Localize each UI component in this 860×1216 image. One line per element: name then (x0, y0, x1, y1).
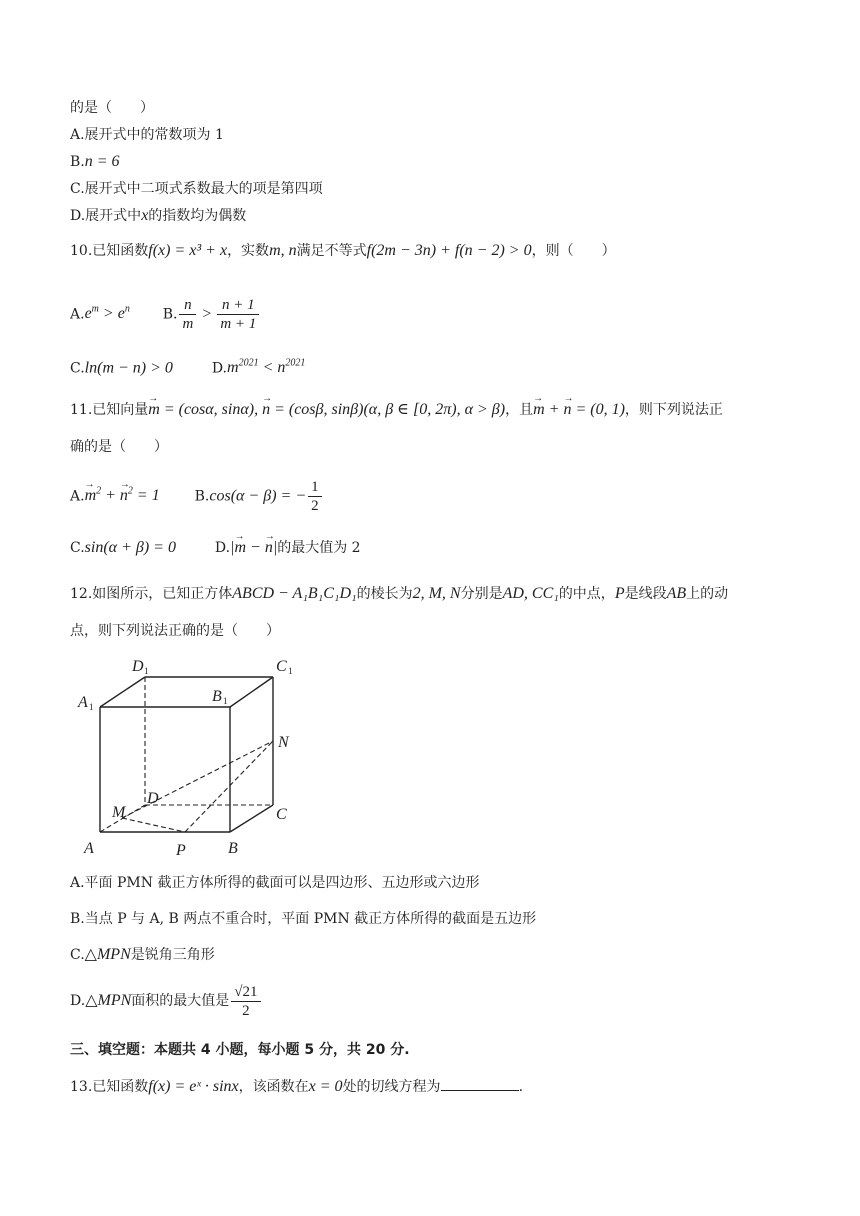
edge-b1-c1 (230, 677, 273, 707)
q9-option-d: D.展开式中x的指数均为偶数 (70, 207, 247, 224)
label-p: P (176, 842, 186, 859)
q11-option-d-math: |→ m − → n| (230, 539, 277, 556)
q12-stem: 12.如图所示，已知正方体ABCD − A₁B₁C₁D₁的棱长为2, M, N分别是AD, CC₁的中点，P是线段AB上的动 (70, 585, 729, 602)
q9-stem-tail: 的是（ ） (70, 100, 154, 116)
q9-option-a: A.展开式中的常数项为 1 (70, 127, 224, 143)
q11-option-a-math: → $m^2$ + → $n^2 = 1$ (85, 487, 160, 504)
q10-option-b-frac-left: $\frac{n}{m}$ (179, 296, 196, 333)
q10-option-d-math: $m^{2021} < n^{2021}$ (227, 358, 306, 377)
q12-option-d: D.△MPN面积的最大值是 $\frac{√21}{2}$ (70, 980, 263, 1022)
label-m: M (112, 804, 126, 821)
label-a: A (84, 840, 94, 857)
edge-b-c (230, 805, 273, 832)
svg-text:1: 1 (89, 702, 94, 712)
q11-condition: → m + → n = (0, 1) (533, 401, 625, 418)
q11-vectors: → m = (cosα, sinα), → n = (cosβ, sinβ)(α, β ∈ [0, 2π), α > β) (148, 401, 505, 418)
label-c1: C (276, 658, 287, 675)
q13-stem: 13.已知函数f(x) = eˣ · sinx，该函数在x = 0处的切线方程为 . (70, 1078, 524, 1095)
q12-option-a: A.平面 PMN 截正方体所得的截面可以是四边形、五边形或六边形 (70, 875, 480, 891)
q9-option-b-math: n = 6 (84, 153, 120, 170)
q11-stem-line2: 确的是（ ） (70, 439, 168, 455)
svg-text:1: 1 (288, 666, 293, 676)
q12-option-b: B.当点 P 与 A, B 两点不重合时，平面 PMN 截正方体所得的截面是五边形 (70, 911, 537, 927)
label-n: N (278, 734, 289, 751)
q11-options-cd: C.sin(α + β) = 0 D.|→ m − → n|的最大值为 2 (70, 538, 361, 558)
label-c: C (276, 806, 287, 823)
q10-inequality: f(2m − 3n) + f(n − 2) > 0 (366, 242, 532, 259)
q10-option-a-math: $e^m > e^n$ (84, 304, 130, 323)
q12-cube-name: ABCD − A₁B₁C₁D₁ (232, 585, 357, 602)
label-b1: B (212, 688, 222, 705)
q11-option-b-frac: $\frac{1}{2}$ (308, 478, 322, 515)
q11-option-b-math: cos(α − β) = − (209, 487, 307, 505)
q9-option-b: B.n = 6 (70, 153, 120, 170)
q10-option-b-frac-right: $\frac{n + 1}{m + 1}$ (217, 296, 259, 333)
q10-stem: 10.已知函数f(x) = x³ + x，实数m, n满足不等式f(2m − 3n) + f(n − 2) > 0，则（ ） (70, 242, 616, 259)
edge-a1-d1 (100, 677, 145, 707)
q11-stem: 11.已知向量→ m = (cosα, sinα), → n = (cosβ, sinβ)(α, β ∈ [0, 2π), α > β)，且→ m + → n = (0, 1)，则下列说法正 (70, 400, 723, 420)
label-b: B (228, 840, 238, 857)
q12-option-c: C.△MPN是锐角三角形 (70, 946, 215, 963)
segment-p-n (185, 741, 273, 832)
q11-option-c-math: sin(α + β) = 0 (84, 539, 176, 556)
section-heading: 三、填空题：本题共 4 小题，每小题 5 分，共 20 分. (70, 1042, 410, 1058)
label-d: D (147, 790, 159, 807)
cube-figure (70, 655, 300, 860)
q10-options-cd: C.ln(m − n) > 0 $D.m^{2021} < n^{2021}$ (70, 358, 306, 377)
q10-option-c-math: ln(m − n) > 0 (84, 359, 173, 377)
q11-options-ab: $A.\to m^2$ + → $n^2 = 1$ B.cos(α − β) = − $\frac{1}{2}$ (70, 472, 324, 516)
q12-stem-line2: 点，则下列说法正确的是（ ） (70, 623, 280, 639)
q13-func: f(x) = eˣ · sinx (148, 1078, 239, 1095)
q10-func: f(x) = x³ + x (148, 242, 228, 259)
q10-options-ab: $A.e^m > e^n$ B. $\frac{n}{m}$ > $\frac{n + 1}{m + 1}$ (70, 290, 261, 334)
q12-option-d-frac: $\frac{√21}{2}$ (231, 983, 260, 1020)
q13-answer-blank[interactable] (441, 1076, 519, 1091)
svg-text:1: 1 (223, 696, 228, 706)
svg-text:1: 1 (144, 666, 149, 676)
q9-option-c: C.展开式中二项式系数最大的项是第四项 (70, 181, 323, 197)
segment-m-p (122, 818, 185, 832)
label-a1: A (78, 694, 88, 711)
label-d1: D (132, 658, 144, 675)
